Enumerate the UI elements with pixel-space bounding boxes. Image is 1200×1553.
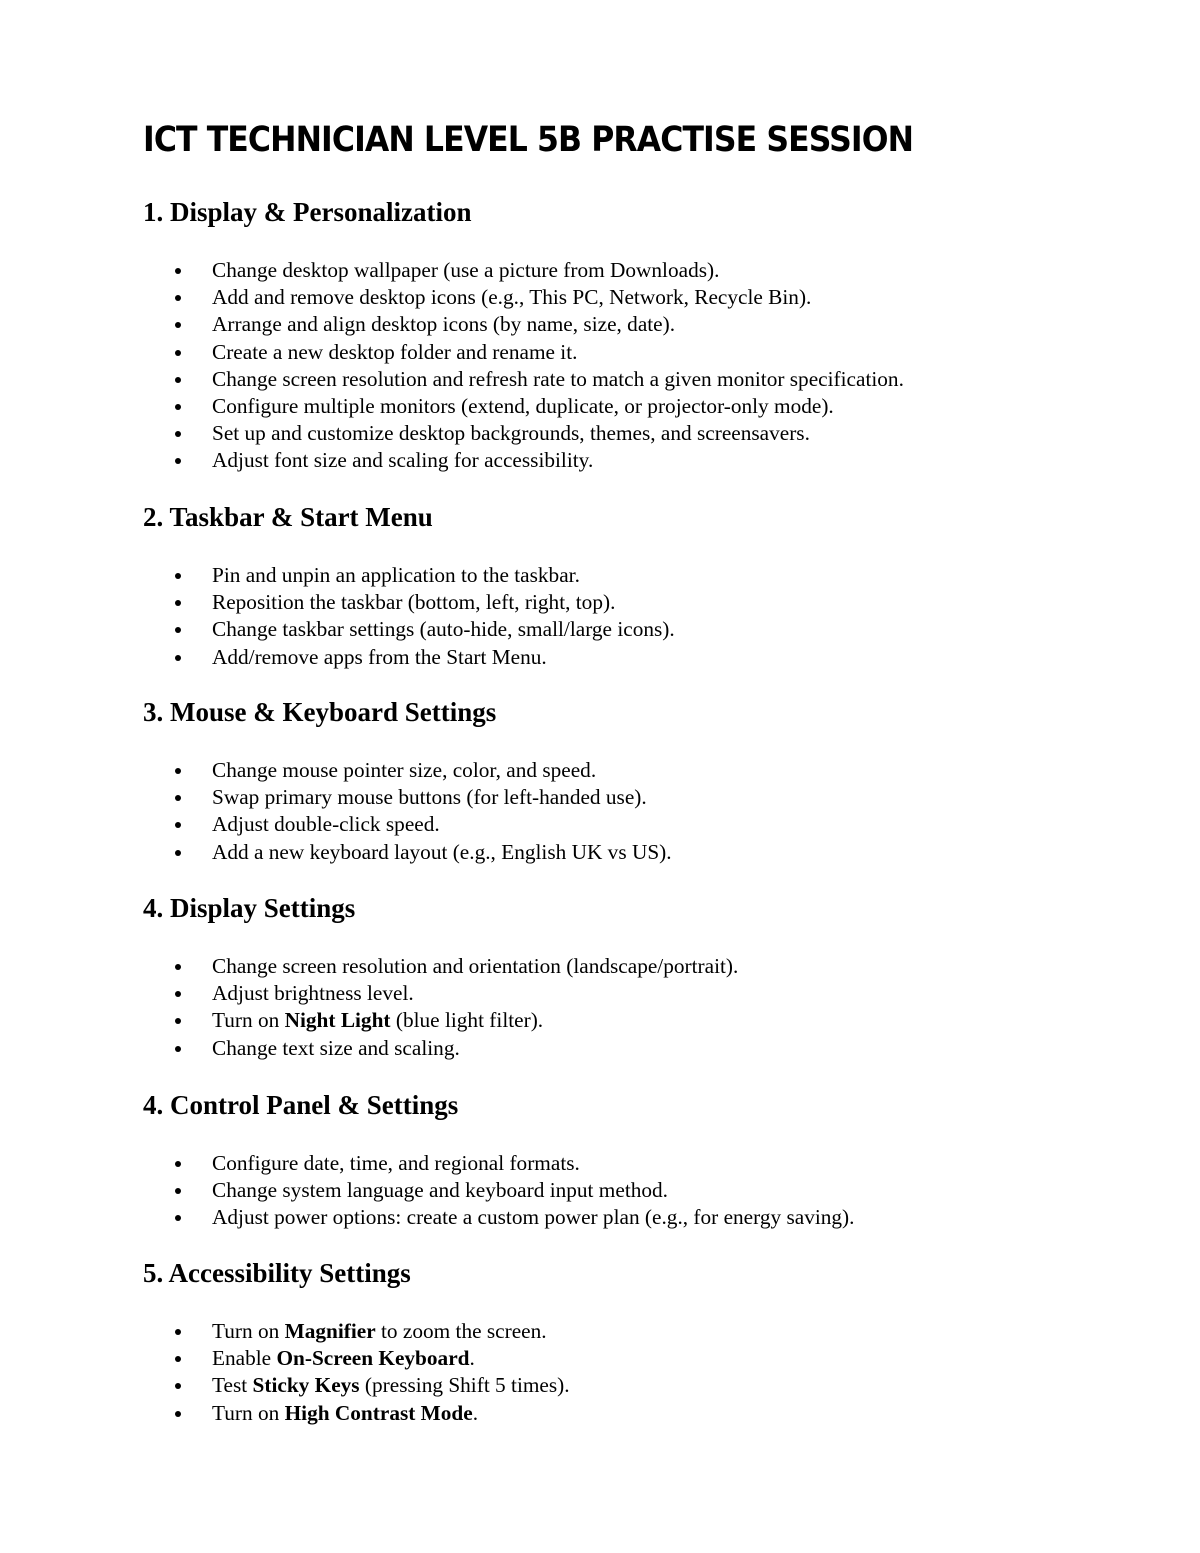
list-item	[143, 839, 1143, 866]
section-control-panel-settings	[143, 1090, 1143, 1232]
list-item	[143, 447, 1143, 474]
list-item	[143, 420, 1143, 447]
list-item	[143, 339, 1143, 366]
section-mouse-keyboard-settings	[143, 697, 1143, 866]
bullet-icon	[175, 655, 181, 661]
bullet-icon	[175, 1161, 181, 1167]
bullet-icon	[175, 1018, 181, 1024]
section-heading: 4. Control Panel & Settings	[143, 1090, 459, 1120]
item-text: Change system language and keyboard input method.	[212, 1178, 669, 1203]
item-text: Adjust power options: create a custom power plan (e.g., for energy saving).	[212, 1205, 855, 1230]
item-text: Change screen resolution and refresh rate to match a given monitor specification.	[212, 366, 904, 391]
bullet-icon	[175, 795, 181, 801]
section-heading: 1. Display & Personalization	[143, 197, 472, 227]
list-item	[143, 311, 1143, 338]
bullet-icon	[175, 600, 181, 606]
list-item	[143, 1318, 1143, 1345]
list-item	[143, 257, 1143, 284]
item-text: Adjust brightness level.	[212, 981, 414, 1006]
list-item	[143, 284, 1143, 311]
list-item	[143, 811, 1143, 838]
bullet-icon	[175, 1215, 181, 1221]
bullet-list	[143, 1318, 1143, 1427]
list-item	[143, 980, 1143, 1007]
list-item	[143, 1150, 1143, 1177]
list-item	[143, 616, 1143, 643]
bullet-icon	[175, 1383, 181, 1389]
section-display-settings	[143, 893, 1143, 1062]
section-accessibility-settings	[143, 1258, 1143, 1427]
list-item	[143, 393, 1143, 420]
section-heading: 2. Taskbar & Start Menu	[143, 502, 433, 532]
bullet-list	[143, 257, 1143, 475]
bullet-icon	[175, 431, 181, 437]
bullet-icon	[175, 1356, 181, 1362]
section-heading: 4. Display Settings	[143, 893, 356, 923]
item-text: Pin and unpin an application to the taskbar.	[212, 563, 580, 587]
section-taskbar-start-menu	[143, 502, 1143, 671]
item-text-after: .	[469, 1346, 475, 1371]
bullet-list	[143, 1150, 1143, 1232]
list-item	[143, 589, 1143, 616]
bullet-icon	[175, 1411, 181, 1417]
list-item	[143, 1372, 1143, 1399]
bullet-icon	[175, 573, 181, 579]
bullet-icon	[175, 850, 181, 856]
section-heading: 3. Mouse & Keyboard Settings	[143, 697, 497, 727]
bullet-icon	[175, 991, 181, 997]
bullet-icon	[175, 964, 181, 970]
item-text-after: (pressing Shift 5 times).	[359, 1373, 570, 1398]
bullet-list	[143, 562, 1143, 671]
bullet-icon	[175, 1329, 181, 1335]
item-text: Add and remove desktop icons (e.g., This PC, Network, Recycle Bin).	[212, 285, 812, 310]
item-text: Change desktop wallpaper (use a picture from Downloads).	[212, 258, 720, 282]
list-item	[143, 562, 1143, 589]
item-text: Change taskbar settings (auto-hide, small/large icons).	[212, 617, 675, 642]
bullet-icon	[175, 377, 181, 383]
list-item	[143, 366, 1143, 393]
bullet-icon	[175, 1046, 181, 1052]
item-text-after: .	[472, 1400, 479, 1425]
item-text: Create a new desktop folder and rename it.	[212, 339, 578, 364]
bullet-icon	[175, 627, 181, 633]
item-text: Set up and customize desktop backgrounds, themes, and screensavers.	[212, 421, 810, 446]
item-text-bold: Sticky Keys	[252, 1373, 360, 1398]
item-text: Reposition the taskbar (bottom, left, right, top).	[212, 590, 616, 615]
item-text: Add a new keyboard layout (e.g., English UK vs US).	[212, 839, 672, 864]
section-display-personalization	[143, 197, 1143, 475]
list-item	[143, 644, 1143, 671]
item-text-bold: On-Screen Keyboard	[276, 1346, 470, 1371]
bullet-icon	[175, 822, 181, 828]
list-item	[143, 757, 1143, 784]
bullet-icon	[175, 322, 181, 328]
bullet-icon	[175, 1188, 181, 1194]
item-text-bold: Night Light	[284, 1008, 391, 1033]
list-item	[143, 1400, 1143, 1427]
item-text: Add/remove apps from the Start Menu.	[212, 644, 547, 669]
list-item	[143, 1035, 1143, 1062]
list-item	[143, 784, 1143, 811]
bullet-list	[143, 757, 1143, 866]
item-text-bold: Magnifier	[284, 1319, 376, 1343]
item-text-before: Turn on	[212, 1008, 285, 1033]
list-item	[143, 1007, 1143, 1034]
bullet-icon	[175, 295, 181, 301]
item-text-after: to zoom the screen.	[375, 1319, 547, 1343]
item-text-bold: High Contrast Mode	[284, 1400, 473, 1425]
item-text: Configure date, time, and regional formats.	[212, 1151, 580, 1175]
item-text: Change mouse pointer size, color, and speed.	[212, 758, 597, 782]
bullet-icon	[175, 768, 181, 774]
bullet-icon	[175, 458, 181, 464]
item-text-after: (blue light filter).	[390, 1008, 544, 1033]
bullet-icon	[175, 268, 181, 274]
section-heading: 5. Accessibility Settings	[143, 1258, 411, 1288]
item-text: Arrange and align desktop icons (by name, size, date).	[212, 312, 676, 337]
item-text: Change screen resolution and orientation (landscape/portrait).	[212, 954, 739, 978]
list-item	[143, 1345, 1143, 1372]
item-text-before: Turn on	[212, 1319, 285, 1343]
item-text: Change text size and scaling.	[212, 1035, 460, 1060]
bullet-icon	[175, 404, 181, 410]
item-text-before: Test	[212, 1373, 253, 1398]
list-item	[143, 953, 1143, 980]
item-text-before: Enable	[212, 1346, 277, 1371]
bullet-icon	[175, 350, 181, 356]
item-text: Swap primary mouse buttons (for left-handed use).	[212, 785, 647, 810]
item-text: Adjust double-click speed.	[212, 812, 440, 837]
document-title: ICT TECHNICIAN LEVEL 5B PRACTISE SESSION	[143, 120, 914, 160]
bullet-list	[143, 953, 1143, 1062]
list-item	[143, 1204, 1143, 1231]
list-item	[143, 1177, 1143, 1204]
item-text-before: Turn on	[212, 1400, 285, 1425]
item-text: Configure multiple monitors (extend, duplicate, or projector-only mode).	[212, 393, 834, 418]
item-text: Adjust font size and scaling for accessibility.	[212, 448, 594, 473]
